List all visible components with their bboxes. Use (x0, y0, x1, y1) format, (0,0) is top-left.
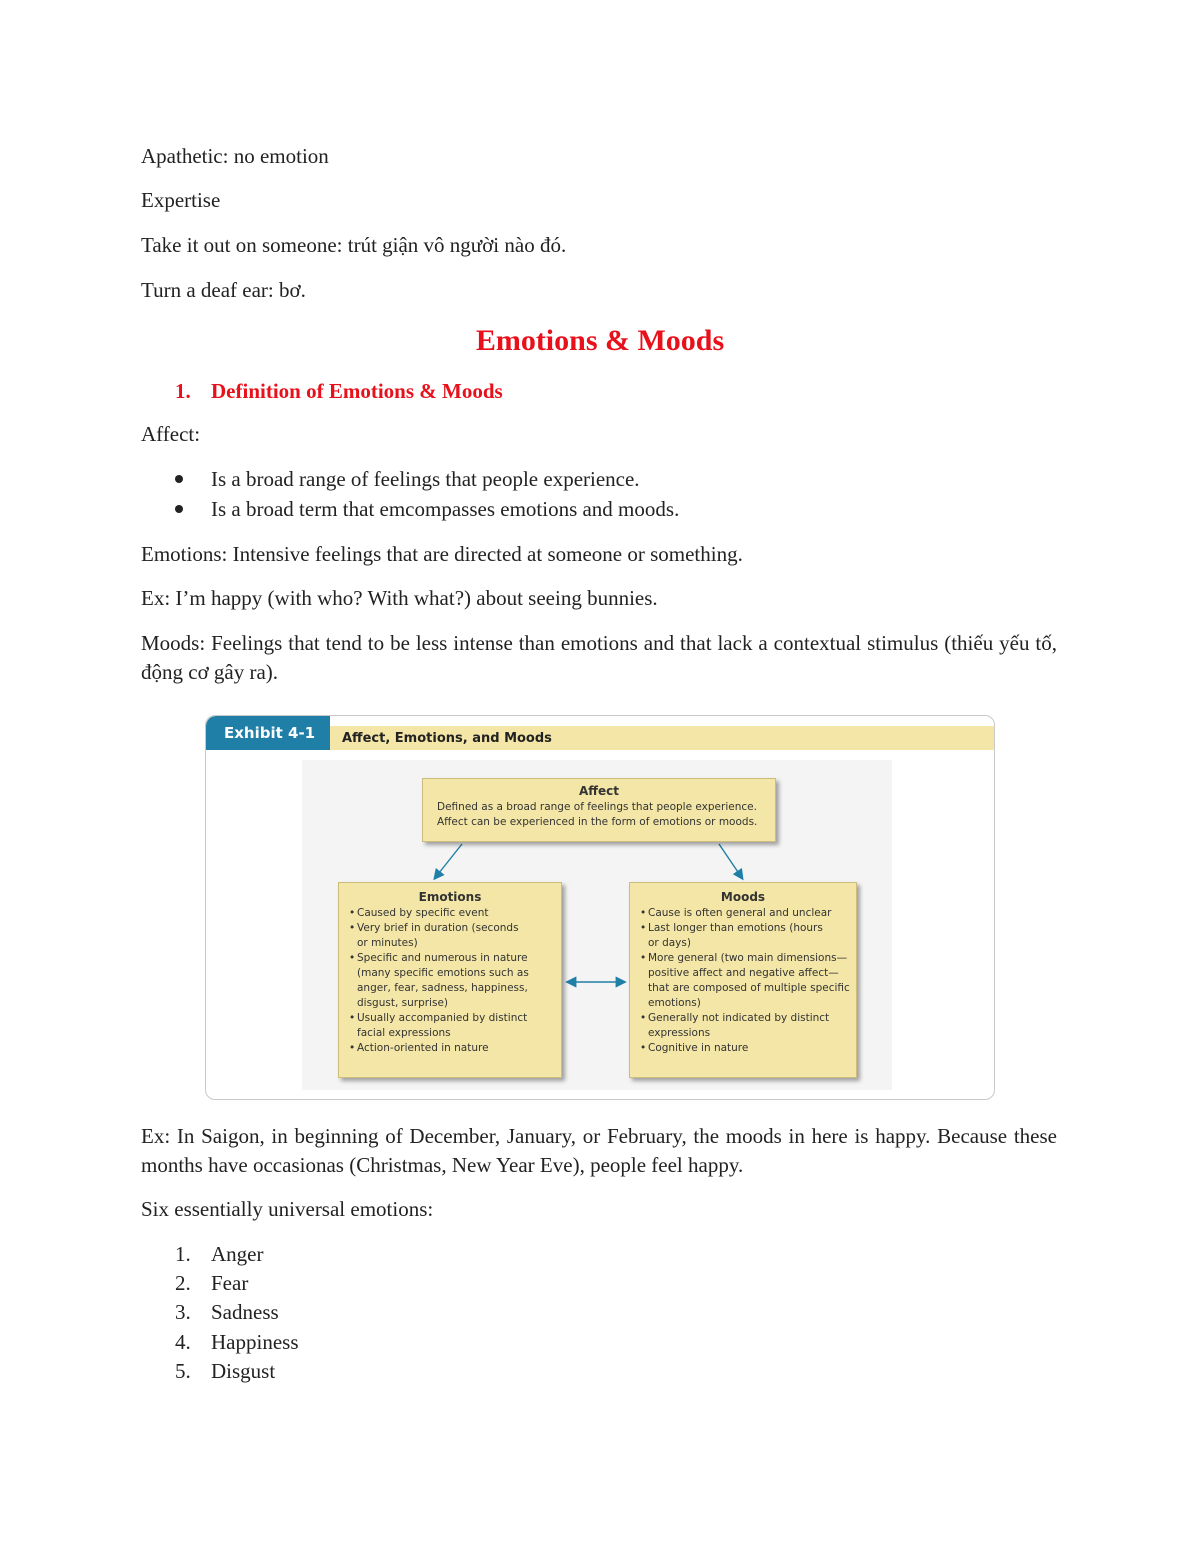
affect-box (422, 778, 776, 842)
affect-box-line: Defined as a broad range of feelings that people experience. (437, 801, 757, 813)
emotions-box (338, 882, 562, 1078)
intro-line-apathetic: Apathetic: no emotion (141, 144, 329, 168)
exhibit-caption: Affect, Emotions, and Moods (330, 726, 994, 750)
moods-box-list (640, 906, 850, 1056)
emotions-box-item: • Caused by specific event (349, 906, 551, 921)
intro-line-deaf-ear: Turn a deaf ear: bơ. (141, 278, 306, 302)
affect-box-heading: Affect (579, 784, 619, 798)
list-item: 1. Anger (175, 1242, 264, 1266)
moods-box-item: • Cognitive in nature (640, 1041, 846, 1056)
moods-box-item: • Cause is often general and unclear (640, 906, 846, 921)
exhibit-figure (205, 715, 995, 1100)
moods-definition: Moods: Feelings that tend to be less intense than emotions and that lack a contextual stimulus (thiếu yếu tố, động cơ gây ra). (141, 631, 1057, 684)
intro-line-expertise: Expertise (141, 188, 221, 212)
emotions-box-item: • Usually accompanied by distinct facial expressions (349, 1011, 551, 1041)
page-title: Emotions & Moods (475, 324, 725, 357)
bullet-icon (175, 475, 183, 483)
emotions-box-list (349, 906, 551, 1056)
moods-box-item: • Last longer than emotions (hours or days) (640, 921, 846, 951)
emotions-definition: Emotions: Intensive feelings that are directed at someone or something. (141, 542, 743, 566)
affect-label: Affect: (141, 422, 201, 446)
list-item: 4. Happiness (175, 1330, 299, 1354)
exhibit-tag: Exhibit 4-1 (206, 716, 330, 750)
intro-line-take-it-out: Take it out on someone: trút giận vô người nào đó. (141, 233, 567, 257)
list-item: 5. Disgust (175, 1359, 276, 1383)
emotions-box-item: • Specific and numerous in nature (many specific emotions such as anger, fear, sadness, happiness, disgust, surprise) (349, 951, 551, 1011)
section-number: 1. (175, 379, 191, 403)
emotions-box-item: • Action-oriented in nature (349, 1041, 551, 1056)
moods-box-item: • More general (two main dimensions— positive affect and negative affect— that are composed of multiple specific emotions) (640, 951, 846, 1011)
example-saigon: Ex: In Saigon, in beginning of December, January, or February, the moods in here is happy. Because these months have occasionas (Christmas, New Year Eve), people feel happy. (141, 1124, 1057, 1177)
moods-box-item: • Generally not indicated by distinct expressions (640, 1011, 846, 1041)
emotions-box-item: • Very brief in duration (seconds or minutes) (349, 921, 551, 951)
emotions-example: Ex: I’m happy (with who? With what?) about seeing bunnies. (141, 586, 658, 610)
moods-box (629, 882, 857, 1078)
affect-box-line: Affect can be experienced in the form of emotions or moods. (437, 816, 758, 828)
list-item: 2. Fear (175, 1271, 249, 1295)
affect-bullet-text: Is a broad range of feelings that people experience. (211, 467, 640, 491)
section-heading (175, 377, 503, 405)
bullet-icon (175, 505, 183, 513)
moods-box-heading: Moods (720, 890, 766, 904)
emotions-box-heading: Emotions (418, 890, 482, 904)
arrow-affect-to-emotions (435, 844, 462, 878)
six-emotions-label: Six essentially universal emotions: (141, 1197, 434, 1221)
section-label: Definition of Emotions & Moods (211, 379, 503, 403)
affect-bullet-text: Is a broad term that emcompasses emotions and moods. (211, 497, 680, 521)
arrow-affect-to-moods (719, 844, 742, 878)
exhibit-arrows (206, 716, 994, 1099)
list-item: 3. Sadness (175, 1300, 279, 1324)
